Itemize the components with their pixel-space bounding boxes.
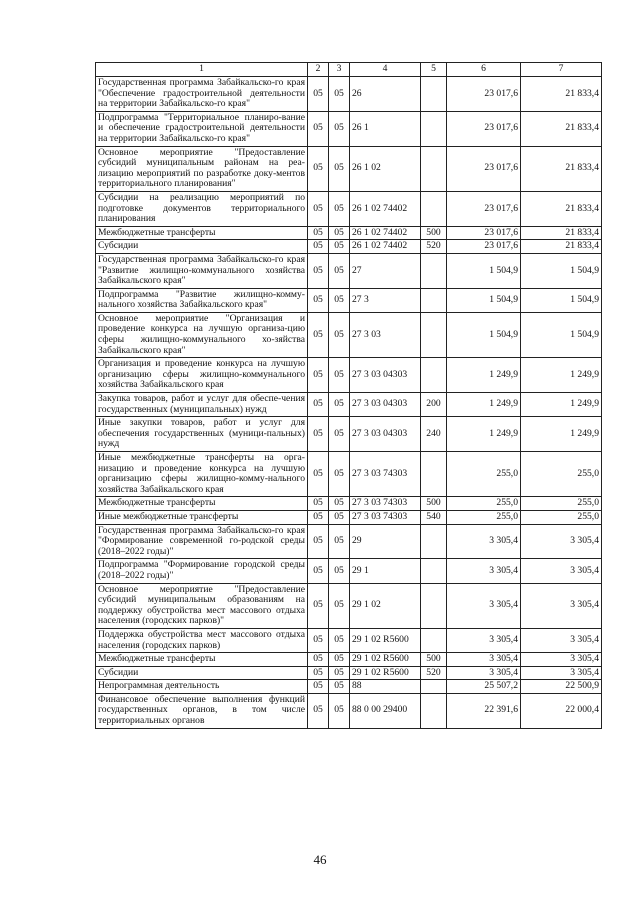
table-row [96,452,602,497]
row-target-article: 88 0 00 29400 [350,693,421,728]
row-section: 05 [308,628,329,652]
row-amount-year1: 1 249,9 [447,358,521,393]
row-expense-type: 540 [421,510,447,524]
row-amount-year1: 23 017,6 [447,191,521,226]
row-subsection: 05 [329,524,350,559]
row-name: Межбюджетные трансферты [96,226,308,240]
row-subsection: 05 [329,510,350,524]
row-amount-year1: 23 017,6 [447,146,521,191]
row-amount-year2: 3 305,4 [521,524,602,559]
row-section: 05 [308,288,329,312]
table-row [96,417,602,452]
row-amount-year2: 21 833,4 [521,226,602,240]
row-name: Непрограммная деятельность [96,680,308,694]
row-subsection: 05 [329,693,350,728]
row-subsection: 05 [329,191,350,226]
row-amount-year1: 255,0 [447,510,521,524]
row-name: Межбюджетные трансферты [96,653,308,667]
row-target-article: 29 1 02 [350,583,421,628]
row-amount-year2: 1 504,9 [521,288,602,312]
row-name: Подпрограмма "Формирование городской среды (2018–2022 годы)" [96,559,308,583]
column-header: 5 [421,63,447,77]
page-number: 46 [313,852,327,867]
row-section: 05 [308,510,329,524]
row-subsection: 05 [329,77,350,112]
table-row [96,393,602,417]
row-amount-year1: 3 305,4 [447,583,521,628]
row-amount-year1: 23 017,6 [447,240,521,254]
row-target-article: 29 1 02 R5600 [350,628,421,652]
row-amount-year2: 3 305,4 [521,559,602,583]
row-section: 05 [308,452,329,497]
row-amount-year1: 23 017,6 [447,77,521,112]
row-subsection: 05 [329,253,350,288]
row-subsection: 05 [329,497,350,511]
row-section: 05 [308,312,329,357]
row-section: 05 [308,559,329,583]
row-name: Иные межбюджетные трансферты на орга-низацию и проведение конкурса на лучшую организацию сферы жилищно-комму-нального хозяйства Забайкальского края [96,452,308,497]
row-expense-type [421,288,447,312]
table-row [96,312,602,357]
row-subsection: 05 [329,628,350,652]
row-amount-year2: 3 305,4 [521,666,602,680]
row-name: Подпрограмма "Территориальное планиро-вание и обеспечение градостроительной деятельности на территории Забайкальско-го края" [96,111,308,146]
row-target-article: 27 [350,253,421,288]
row-subsection: 05 [329,583,350,628]
table-row [96,358,602,393]
row-amount-year2: 21 833,4 [521,77,602,112]
row-amount-year2: 1 249,9 [521,417,602,452]
row-subsection: 05 [329,226,350,240]
row-expense-type [421,680,447,694]
row-target-article: 27 3 03 [350,312,421,357]
row-section: 05 [308,111,329,146]
row-amount-year2: 3 305,4 [521,628,602,652]
row-amount-year1: 1 249,9 [447,417,521,452]
row-subsection: 05 [329,240,350,254]
row-expense-type: 500 [421,226,447,240]
row-subsection: 05 [329,452,350,497]
row-target-article: 27 3 03 04303 [350,417,421,452]
column-header: 4 [350,63,421,77]
row-amount-year2: 255,0 [521,497,602,511]
row-amount-year1: 3 305,4 [447,628,521,652]
row-amount-year2: 21 833,4 [521,111,602,146]
row-amount-year1: 1 504,9 [447,312,521,357]
row-amount-year1: 23 017,6 [447,226,521,240]
row-amount-year1: 255,0 [447,452,521,497]
row-target-article: 27 3 03 74303 [350,497,421,511]
row-amount-year2: 21 833,4 [521,191,602,226]
row-subsection: 05 [329,393,350,417]
row-name: Организация и проведение конкурса на лучшую организацию сферы жилищно-коммунального хозяйства Забайкальского края [96,358,308,393]
row-target-article: 27 3 03 04303 [350,393,421,417]
row-target-article: 26 1 02 74402 [350,240,421,254]
row-subsection: 05 [329,680,350,694]
table-row [96,240,602,254]
table-row [96,510,602,524]
row-expense-type: 240 [421,417,447,452]
row-section: 05 [308,680,329,694]
table-header-row [96,63,602,77]
row-subsection: 05 [329,146,350,191]
row-amount-year2: 21 833,4 [521,146,602,191]
row-expense-type [421,524,447,559]
row-subsection: 05 [329,288,350,312]
row-subsection: 05 [329,666,350,680]
row-expense-type: 500 [421,653,447,667]
table-row [96,497,602,511]
row-section: 05 [308,191,329,226]
row-amount-year1: 255,0 [447,497,521,511]
table-row [96,253,602,288]
row-target-article: 26 1 02 [350,146,421,191]
table-row [96,583,602,628]
row-amount-year2: 22 500,9 [521,680,602,694]
row-amount-year2: 1 504,9 [521,312,602,357]
table-row [96,666,602,680]
row-amount-year2: 255,0 [521,452,602,497]
row-section: 05 [308,497,329,511]
row-section: 05 [308,653,329,667]
row-target-article: 29 1 02 R5600 [350,653,421,667]
row-expense-type: 520 [421,240,447,254]
table-row [96,680,602,694]
row-amount-year2: 3 305,4 [521,583,602,628]
row-section: 05 [308,393,329,417]
row-section: 05 [308,666,329,680]
row-amount-year2: 1 249,9 [521,358,602,393]
row-expense-type [421,312,447,357]
row-expense-type: 500 [421,497,447,511]
row-expense-type [421,358,447,393]
row-section: 05 [308,358,329,393]
row-amount-year2: 1 249,9 [521,393,602,417]
table-row [96,226,602,240]
row-expense-type [421,191,447,226]
table-row [96,77,602,112]
row-subsection: 05 [329,358,350,393]
row-expense-type [421,452,447,497]
row-name: Государственная программа Забайкальско-го края "Развитие жилищно-коммунального хозяйства Забайкальского края" [96,253,308,288]
row-name: Иные межбюджетные трансферты [96,510,308,524]
table-row [96,146,602,191]
row-target-article: 26 1 [350,111,421,146]
row-target-article: 29 [350,524,421,559]
row-amount-year1: 3 305,4 [447,666,521,680]
row-subsection: 05 [329,312,350,357]
table-row [96,693,602,728]
table-row [96,111,602,146]
row-amount-year2: 3 305,4 [521,653,602,667]
row-target-article: 26 [350,77,421,112]
row-target-article: 29 1 [350,559,421,583]
row-subsection: 05 [329,653,350,667]
row-expense-type [421,628,447,652]
row-amount-year1: 3 305,4 [447,653,521,667]
row-expense-type [421,77,447,112]
row-name: Основное мероприятие "Организация и проведение конкурса на лучшую организа-цию сферы жилищно-коммунального хо-зяйства Забайкальского края" [96,312,308,357]
row-target-article: 26 1 02 74402 [350,226,421,240]
budget-table [95,62,602,729]
row-section: 05 [308,240,329,254]
row-target-article: 27 3 03 04303 [350,358,421,393]
row-amount-year1: 23 017,6 [447,111,521,146]
row-section: 05 [308,146,329,191]
row-subsection: 05 [329,417,350,452]
table-row [96,524,602,559]
row-amount-year2: 21 833,4 [521,240,602,254]
row-subsection: 05 [329,111,350,146]
row-amount-year1: 22 391,6 [447,693,521,728]
row-name: Межбюджетные трансферты [96,497,308,511]
row-expense-type [421,253,447,288]
row-name: Иные закупки товаров, работ и услуг для обеспечения государственных (муници-пальных) нужд [96,417,308,452]
row-section: 05 [308,693,329,728]
column-header: 7 [521,63,602,77]
row-target-article: 26 1 02 74402 [350,191,421,226]
row-amount-year2: 255,0 [521,510,602,524]
row-name: Субсидии [96,666,308,680]
row-section: 05 [308,253,329,288]
row-amount-year2: 22 000,4 [521,693,602,728]
table-row [96,288,602,312]
row-name: Подпрограмма "Развитие жилищно-комму-нального хозяйства Забайкальского края" [96,288,308,312]
row-name: Поддержка обустройства мест массового отдыха населения (городских парков) [96,628,308,652]
column-header: 1 [96,63,308,77]
row-name: Субсидии [96,240,308,254]
row-name: Основное мероприятие "Предоставление субсидий муниципальным районам на реа-лизацию мероприятий по разработке доку-ментов территориального планирования" [96,146,308,191]
table-row [96,628,602,652]
row-amount-year1: 25 507,2 [447,680,521,694]
row-expense-type [421,146,447,191]
row-section: 05 [308,77,329,112]
row-amount-year1: 1 249,9 [447,393,521,417]
row-subsection: 05 [329,559,350,583]
column-header: 3 [329,63,350,77]
row-section: 05 [308,583,329,628]
row-expense-type [421,693,447,728]
table-body [96,77,602,729]
row-amount-year1: 3 305,4 [447,524,521,559]
row-expense-type [421,583,447,628]
row-expense-type [421,559,447,583]
row-expense-type: 520 [421,666,447,680]
row-name: Основное мероприятие "Предоставление субсидий муниципальным образованиям на поддержку обустройства мест массового отдыха населения (городских парков)" [96,583,308,628]
row-amount-year1: 1 504,9 [447,288,521,312]
table-row [96,653,602,667]
table-row [96,191,602,226]
row-section: 05 [308,226,329,240]
column-header: 6 [447,63,521,77]
row-target-article: 27 3 03 74303 [350,510,421,524]
row-target-article: 27 3 [350,288,421,312]
table-row [96,559,602,583]
row-expense-type [421,111,447,146]
row-target-article: 27 3 03 74303 [350,452,421,497]
row-target-article: 29 1 02 R5600 [350,666,421,680]
row-section: 05 [308,417,329,452]
row-amount-year1: 1 504,9 [447,253,521,288]
row-expense-type: 200 [421,393,447,417]
column-header: 2 [308,63,329,77]
row-amount-year1: 3 305,4 [447,559,521,583]
row-name: Государственная программа Забайкальско-го края "Обеспечение градостроительной деятельности на территории Забайкальско-го края" [96,77,308,112]
row-name: Субсидии на реализацию мероприятий по подготовке документов территориального планирования [96,191,308,226]
row-target-article: 88 [350,680,421,694]
row-section: 05 [308,524,329,559]
row-name: Закупка товаров, работ и услуг для обеспе-чения государственных (муниципальных) нужд [96,393,308,417]
row-amount-year2: 1 504,9 [521,253,602,288]
row-name: Финансовое обеспечение выполнения функций государственных органов, в том числе территориальных органов [96,693,308,728]
row-name: Государственная программа Забайкальско-го края "Формирование современной го-родской среды (2018–2022 годы)" [96,524,308,559]
